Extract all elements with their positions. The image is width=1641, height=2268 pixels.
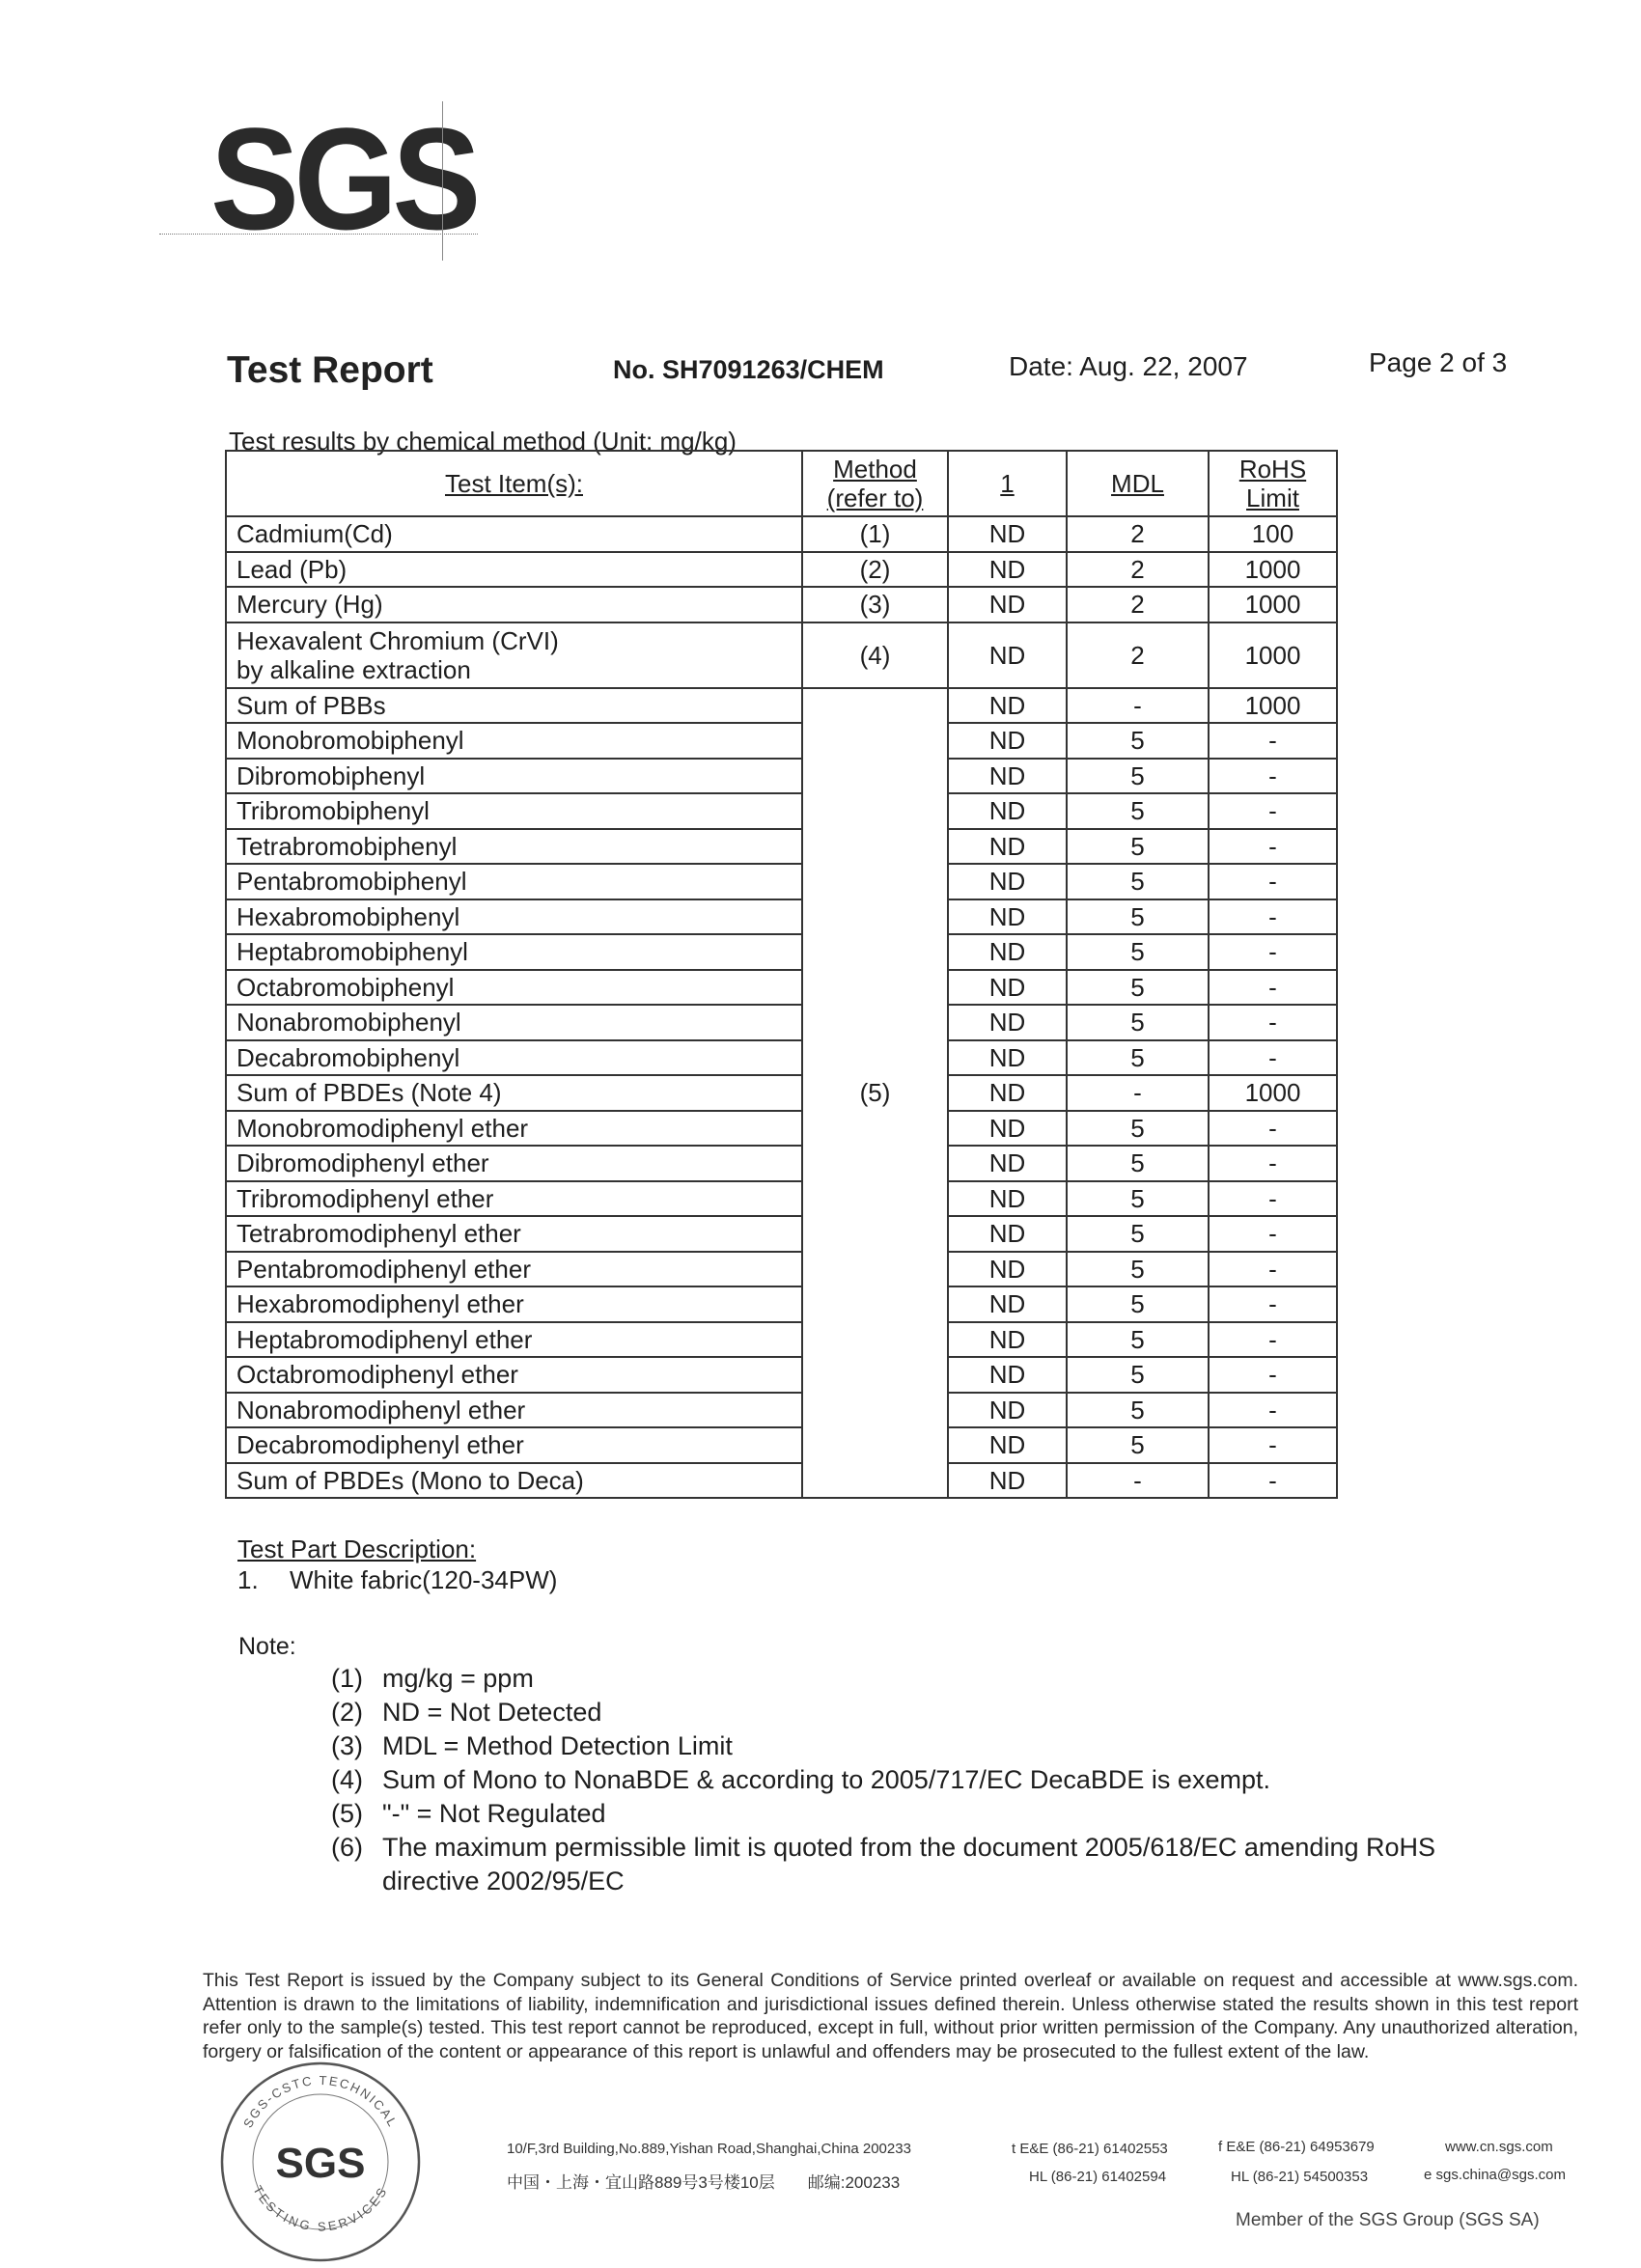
mdl: 2 — [1067, 552, 1209, 588]
mdl: - — [1067, 1463, 1209, 1499]
table-row — [226, 864, 1337, 899]
mdl: 2 — [1067, 622, 1209, 688]
header-test-item: Test Item(s): — [226, 451, 802, 516]
footer-phone-b: HL (86-21) 61402594 — [1029, 2169, 1167, 2185]
table-row — [226, 793, 1337, 829]
test-item: Tribromodiphenyl ether — [226, 1181, 802, 1217]
result: ND — [948, 587, 1067, 622]
footer-phone-a: t E&E (86-21) 61402553 — [1012, 2141, 1168, 2157]
method: (1) — [802, 516, 948, 552]
result: ND — [948, 1216, 1067, 1252]
result: ND — [948, 1075, 1067, 1111]
table-row — [226, 1252, 1337, 1287]
limit: - — [1209, 1252, 1337, 1287]
limit: - — [1209, 1181, 1337, 1217]
result: ND — [948, 864, 1067, 899]
note-item: (5) "-" = Not Regulated — [331, 1799, 606, 1828]
result: ND — [948, 1005, 1067, 1040]
test-item: Monobromobiphenyl — [226, 723, 802, 759]
result: ND — [948, 622, 1067, 688]
test-item: Sum of PBDEs (Mono to Deca) — [226, 1463, 802, 1499]
method: (4) — [802, 622, 948, 688]
mdl: 5 — [1067, 1181, 1209, 1217]
limit: - — [1209, 1393, 1337, 1428]
test-item: Pentabromodiphenyl ether — [226, 1252, 802, 1287]
table-row — [226, 1286, 1337, 1322]
result: ND — [948, 1322, 1067, 1358]
mdl: 5 — [1067, 1427, 1209, 1463]
test-item: Tribromobiphenyl — [226, 793, 802, 829]
table-caption: Test results by chemical method (Unit: mg/kg) — [229, 427, 737, 456]
test-item: Decabromodiphenyl ether — [226, 1427, 802, 1463]
table-row — [226, 1005, 1337, 1040]
table-row — [226, 829, 1337, 865]
limit: - — [1209, 1216, 1337, 1252]
limit: 1000 — [1209, 688, 1337, 724]
report-date: Date: Aug. 22, 2007 — [1009, 351, 1248, 381]
table-row — [226, 1111, 1337, 1147]
test-item: Hexavalent Chromium (CrVI) by alkaline extraction — [226, 622, 802, 688]
footer-member-line: Member of the SGS Group (SGS SA) — [1236, 2210, 1540, 2230]
mdl: 5 — [1067, 1393, 1209, 1428]
mdl: 5 — [1067, 1357, 1209, 1393]
result: ND — [948, 899, 1067, 935]
result: ND — [948, 934, 1067, 970]
mdl: - — [1067, 688, 1209, 724]
mdl: 5 — [1067, 864, 1209, 899]
limit: - — [1209, 793, 1337, 829]
mdl: 5 — [1067, 723, 1209, 759]
limit: - — [1209, 1146, 1337, 1181]
report-title: Test Report — [227, 349, 433, 391]
result: ND — [948, 516, 1067, 552]
test-item: Heptabromobiphenyl — [226, 934, 802, 970]
footer-fax-b: HL (86-21) 54500353 — [1231, 2169, 1369, 2185]
notes-heading: Note: — [238, 1633, 296, 1660]
test-item: Octabromodiphenyl ether — [226, 1357, 802, 1393]
test-item: Tetrabromobiphenyl — [226, 829, 802, 865]
limit: - — [1209, 899, 1337, 935]
limit: 100 — [1209, 516, 1337, 552]
test-item: Nonabromodiphenyl ether — [226, 1393, 802, 1428]
table-row — [226, 1040, 1337, 1076]
limit: 1000 — [1209, 552, 1337, 588]
limit: 1000 — [1209, 587, 1337, 622]
table-row — [226, 552, 1337, 588]
method: (3) — [802, 587, 948, 622]
result: ND — [948, 1393, 1067, 1428]
header-limit: RoHS Limit — [1209, 451, 1337, 516]
results-table — [225, 450, 1338, 1499]
table-row — [226, 1181, 1337, 1217]
logo-vertical-rule — [442, 101, 443, 261]
table-row — [226, 1216, 1337, 1252]
table-row — [226, 1357, 1337, 1393]
test-item: Octabromobiphenyl — [226, 970, 802, 1006]
table-row — [226, 899, 1337, 935]
table-row — [226, 1393, 1337, 1428]
test-item: Cadmium(Cd) — [226, 516, 802, 552]
mdl: 5 — [1067, 1252, 1209, 1287]
footer-email: e sgs.china@sgs.com — [1424, 2167, 1566, 2183]
mdl: 5 — [1067, 829, 1209, 865]
test-item: Nonabromobiphenyl — [226, 1005, 802, 1040]
footer-address-en: 10/F,3rd Building,No.889,Yishan Road,Shanghai,China 200233 — [507, 2141, 911, 2157]
stamp-bottom-arc: TESTING SERVICES — [250, 2182, 391, 2234]
result: ND — [948, 552, 1067, 588]
limit: - — [1209, 1040, 1337, 1076]
mdl: 5 — [1067, 1146, 1209, 1181]
limit: - — [1209, 970, 1337, 1006]
note-item: (1) mg/kg = ppm — [331, 1664, 534, 1693]
test-item: Lead (Pb) — [226, 552, 802, 588]
limit: - — [1209, 934, 1337, 970]
limit: - — [1209, 829, 1337, 865]
mdl: 2 — [1067, 516, 1209, 552]
result: ND — [948, 1111, 1067, 1147]
result: ND — [948, 1040, 1067, 1076]
limit: - — [1209, 1322, 1337, 1358]
test-part-item: 1. White fabric(120-34PW) — [237, 1565, 558, 1594]
test-item: Mercury (Hg) — [226, 587, 802, 622]
table-row — [226, 759, 1337, 794]
limit: - — [1209, 1357, 1337, 1393]
report-number: No. SH7091263/CHEM — [613, 355, 884, 384]
svg-text:TESTING SERVICES — [250, 2183, 391, 2234]
limit: - — [1209, 1427, 1337, 1463]
table-row — [226, 934, 1337, 970]
method-group: (5) — [802, 688, 948, 1499]
limit: - — [1209, 1463, 1337, 1499]
test-item: Decabromobiphenyl — [226, 1040, 802, 1076]
result: ND — [948, 688, 1067, 724]
mdl: 2 — [1067, 587, 1209, 622]
mdl: 5 — [1067, 1005, 1209, 1040]
mdl: 5 — [1067, 1322, 1209, 1358]
limit: 1000 — [1209, 622, 1337, 688]
test-item: Sum of PBBs — [226, 688, 802, 724]
limit: - — [1209, 1111, 1337, 1147]
test-item: Pentabromobiphenyl — [226, 864, 802, 899]
table-row — [226, 622, 1337, 688]
result: ND — [948, 829, 1067, 865]
header-mdl: MDL — [1067, 451, 1209, 516]
company-stamp-icon — [214, 2056, 427, 2268]
note-item: (2) ND = Not Detected — [331, 1698, 602, 1727]
table-row — [226, 723, 1337, 759]
result: ND — [948, 759, 1067, 794]
note-item: (4) Sum of Mono to NonaBDE & according to 2005/717/EC DecaBDE is exempt. — [331, 1765, 1270, 1794]
mdl: 5 — [1067, 1111, 1209, 1147]
mdl: - — [1067, 1075, 1209, 1111]
result: ND — [948, 1252, 1067, 1287]
limit: - — [1209, 759, 1337, 794]
mdl: 5 — [1067, 1286, 1209, 1322]
test-item: Hexabromodiphenyl ether — [226, 1286, 802, 1322]
result: ND — [948, 723, 1067, 759]
note-item: (6) The maximum permissible limit is quoted from the document 2005/618/EC amending RoHS directive 2002/95/EC — [331, 1833, 1435, 1895]
limit: - — [1209, 723, 1337, 759]
footer-fax-a: f E&E (86-21) 64953679 — [1218, 2139, 1375, 2155]
footer-address-cn: 中国・上海・宜山路889号3号楼10层 邮编:200233 — [507, 2173, 901, 2192]
footer-website: www.cn.sgs.com — [1445, 2139, 1553, 2155]
test-part-heading: Test Part Description: — [237, 1535, 477, 1563]
test-item: Tetrabromodiphenyl ether — [226, 1216, 802, 1252]
test-item: Sum of PBDEs (Note 4) — [226, 1075, 802, 1111]
result: ND — [948, 1181, 1067, 1217]
test-item: Dibromobiphenyl — [226, 759, 802, 794]
note-item: (3) MDL = Method Detection Limit — [331, 1731, 733, 1760]
limit: 1000 — [1209, 1075, 1337, 1111]
test-item: Dibromodiphenyl ether — [226, 1146, 802, 1181]
mdl: 5 — [1067, 793, 1209, 829]
table-row — [226, 688, 1337, 724]
table-row — [226, 1463, 1337, 1499]
test-item: Heptabromodiphenyl ether — [226, 1322, 802, 1358]
header-sample: 1 — [948, 451, 1067, 516]
disclaimer-text: This Test Report is issued by the Company subject to its General Conditions of Service printed overleaf or available on request and accessible at www.sgs.com. Attention is drawn to the limitations of liability, indemnification and jurisdictional issues defined therein. Unless otherwise stated the results shown in this test report refer only to the sample(s) tested. This test report cannot be reproduced, except in full, without prior written permission of the Company. Any unauthorized alteration, forgery or falsification of the content or appearance of this report is unlawful and offenders may be prosecuted to the fullest extent of the law. — [203, 1970, 1578, 2062]
sgs-logo: SGS — [210, 97, 476, 260]
result: ND — [948, 1146, 1067, 1181]
table-row — [226, 587, 1337, 622]
result: ND — [948, 970, 1067, 1006]
result: ND — [948, 1357, 1067, 1393]
logo-underline — [159, 234, 478, 235]
limit: - — [1209, 864, 1337, 899]
table-row — [226, 970, 1337, 1006]
mdl: 5 — [1067, 1040, 1209, 1076]
table-row — [226, 516, 1337, 552]
method: (2) — [802, 552, 948, 588]
result: ND — [948, 793, 1067, 829]
mdl: 5 — [1067, 1216, 1209, 1252]
stamp-center-text: SGS — [275, 2140, 366, 2187]
table-row — [226, 1146, 1337, 1181]
header-method: Method (refer to) — [802, 451, 948, 516]
result: ND — [948, 1286, 1067, 1322]
table-row — [226, 1427, 1337, 1463]
table-header-row — [226, 451, 1337, 516]
result: ND — [948, 1463, 1067, 1499]
mdl: 5 — [1067, 934, 1209, 970]
limit: - — [1209, 1286, 1337, 1322]
limit: - — [1209, 1005, 1337, 1040]
mdl: 5 — [1067, 970, 1209, 1006]
table-row — [226, 1322, 1337, 1358]
test-item: Monobromodiphenyl ether — [226, 1111, 802, 1147]
table-row — [226, 1075, 1337, 1111]
mdl: 5 — [1067, 899, 1209, 935]
result: ND — [948, 1427, 1067, 1463]
page-indicator: Page 2 of 3 — [1369, 347, 1508, 377]
notes-list — [331, 1662, 1435, 1898]
stamp-top-arc: SGS-CSTC TECHNICAL — [240, 2072, 401, 2131]
test-item: Hexabromobiphenyl — [226, 899, 802, 935]
mdl: 5 — [1067, 759, 1209, 794]
